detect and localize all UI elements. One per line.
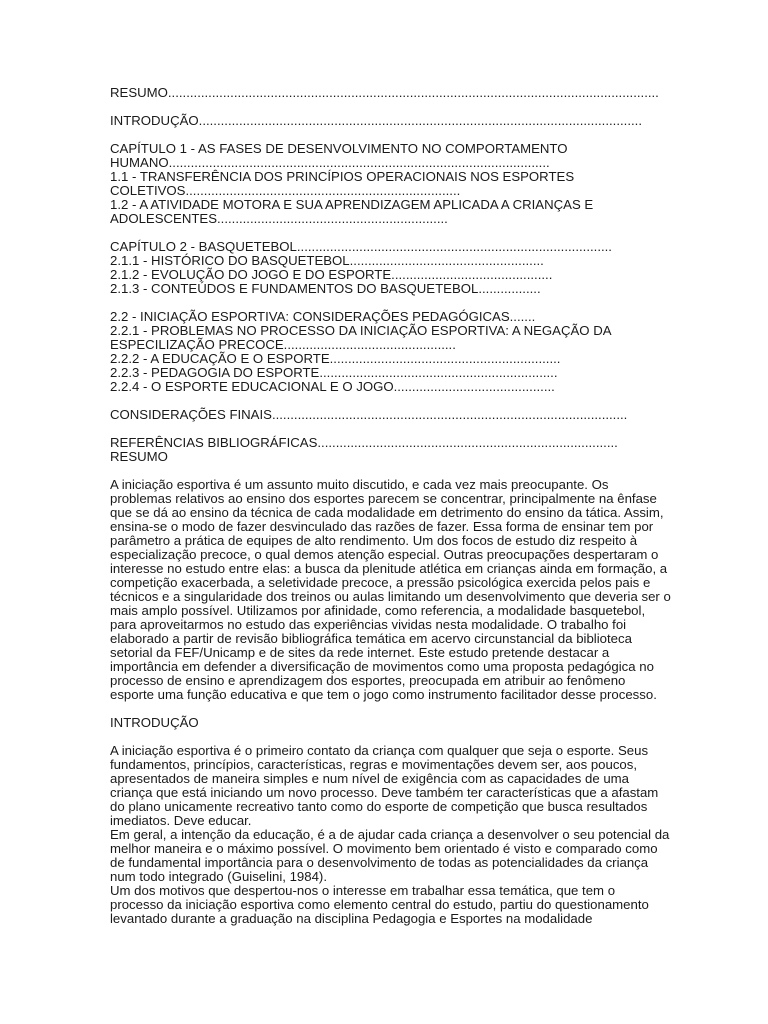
toc-entry-line: 1.2 - A ATIVIDADE MOTORA E SUA APRENDIZAGEM APLICADA A CRIANÇAS E bbox=[110, 197, 594, 212]
spacer bbox=[110, 730, 670, 744]
toc-entry-line: ESPECILIZAÇÃO PRECOCE............................................... bbox=[110, 337, 456, 352]
toc-spacer bbox=[110, 394, 670, 408]
toc-entry-line: CAPÍTULO 1 - AS FASES DE DESENVOLVIMENTO NO COMPORTAMENTO bbox=[110, 141, 568, 156]
toc-entry-line: CAPÍTULO 2 - BASQUETEBOL...................................................................................... bbox=[110, 239, 612, 254]
resumo-line: especialização precoce, o qual demos atenção especial. Outras preocupações despertaram o bbox=[110, 547, 659, 562]
spacer bbox=[110, 702, 670, 716]
toc-spacer bbox=[110, 128, 670, 142]
introducao-heading: INTRODUÇÃO bbox=[110, 715, 199, 730]
resumo-line: interesse no estudo entre elas: a busca da plenitude atlética em crianças ainda em formação, a bbox=[110, 561, 668, 576]
spacer bbox=[110, 464, 670, 478]
toc-entry-line: 1.1 - TRANSFERÊNCIA DOS PRINCÍPIOS OPERACIONAIS NOS ESPORTES bbox=[110, 169, 575, 184]
resumo-paragraph bbox=[110, 478, 670, 702]
introducao-line: num todo integrado (Guiselini, 1984). bbox=[110, 869, 327, 884]
resumo-line: processo de ensino e aprendizagem dos esportes, preocupada em atribuir ao fenômeno bbox=[110, 673, 626, 688]
toc-entry-line: 2.1.2 - EVOLUÇÃO DO JOGO E DO ESPORTE............................................ bbox=[110, 267, 553, 282]
resumo-line: técnicos e a singularidade dos treinos ou aulas limitando um desenvolvimento que deveria ser o bbox=[110, 589, 671, 604]
resumo-line: problemas relativos ao ensino dos esportes parecem se concentrar, principalmente na ênfase bbox=[110, 491, 657, 506]
table-of-contents bbox=[110, 86, 670, 464]
resumo-line: elaborado a partir de revisão bibliográfica temática em acervo circunstancial da biblioteca bbox=[110, 631, 632, 646]
resumo-line: para aproveitarmos no estudo das experiências vividas nesta modalidade. O trabalho foi bbox=[110, 617, 627, 632]
introducao-line: Em geral, a intenção da educação, é a de ajudar cada criança a desenvolver o seu potencial da bbox=[110, 827, 670, 842]
resumo-line: importância em defender a diversificação de movimentos como uma proposta pedagógica no bbox=[110, 659, 654, 674]
resumo-line: setorial da FEF/Unicamp e de sites da rede internet. Este estudo pretende destacar a bbox=[110, 645, 610, 660]
document-body bbox=[110, 86, 670, 926]
introducao-line: criança que está iniciando um novo processo. Deve também ter características que a afastam bbox=[110, 785, 659, 800]
introducao-line: do plano unicamente recreativo tanto como do esporte de competição que busca resultados bbox=[110, 799, 648, 814]
toc-entry-line: COLETIVOS........................................................................... bbox=[110, 183, 461, 198]
toc-entry-line: INTRODUÇÃO......................................................................................................................... bbox=[110, 113, 642, 128]
introducao-paragraph bbox=[110, 744, 670, 926]
toc-entry-line: RESUMO...................................................................................................................................... bbox=[110, 85, 659, 100]
toc-spacer bbox=[110, 296, 670, 310]
toc-entry-line: 2.2.3 - PEDAGOGIA DO ESPORTE................................................................. bbox=[110, 365, 558, 380]
introducao-line: A iniciação esportiva é o primeiro contato da criança com qualquer que seja o esporte. Seus bbox=[110, 743, 649, 758]
resumo-line: mais amplo possível. Utilizamos por afinidade, como referencia, a modalidade basquetebol, bbox=[110, 603, 646, 618]
introducao-line: Um dos motivos que despertou-nos o interesse em trabalhar essa temática, que tem o bbox=[110, 883, 616, 898]
toc-entry-line: 2.1.1 - HISTÓRICO DO BASQUETEBOL..................................................... bbox=[110, 253, 544, 268]
resumo-line: esporte uma função educativa e que tem o jogo como instrumento facilitador desse processo. bbox=[110, 687, 657, 702]
toc-entry-line: 2.2 - INICIAÇÃO ESPORTIVA: CONSIDERAÇÕES PEDAGÓGICAS....... bbox=[110, 309, 536, 324]
resumo-line: parâmetro a prática de equipes de alto rendimento. Um dos focos de estudo diz respeito à bbox=[110, 533, 638, 548]
resumo-line: competição exacerbada, a seletividade precoce, a pressão psicológica exercida pelos pais e bbox=[110, 575, 651, 590]
introducao-line: fundamentos, princípios, características, regras e movimentações devem ser, aos poucos, bbox=[110, 757, 638, 772]
toc-entry-line: RESUMO bbox=[110, 449, 168, 464]
introducao-line: imediatos. Deve educar. bbox=[110, 813, 252, 828]
introducao-line: levantado durante a graduação na disciplina Pedagogia e Esportes na modalidade bbox=[110, 911, 593, 926]
resumo-line: que se dá ao ensino da técnica de cada modalidade em detrimento do ensino da tática. Assim, bbox=[110, 505, 664, 520]
toc-spacer bbox=[110, 422, 670, 436]
introducao-line: melhor maneira e o máximo possível. O movimento bem orientado é visto e comparado como bbox=[110, 841, 658, 856]
toc-entry-line: CONSIDERAÇÕES FINAIS................................................................................................. bbox=[110, 407, 628, 422]
toc-entry-line: 2.2.4 - O ESPORTE EDUCACIONAL E O JOGO............................................ bbox=[110, 379, 555, 394]
introducao-line: apresentados de maneira simples e num nível de exigência com as capacidades de uma bbox=[110, 771, 630, 786]
toc-entry-line: 2.2.1 - PROBLEMAS NO PROCESSO DA INICIAÇÃO ESPORTIVA: A NEGAÇÃO DA bbox=[110, 323, 612, 338]
introducao-line: de fundamental importância para o desenvolvimento de todas as potencialidades da criança bbox=[110, 855, 649, 870]
introducao-line: processo da iniciação esportiva como elemento central do estudo, partiu do questionamento bbox=[110, 897, 649, 912]
toc-spacer bbox=[110, 100, 670, 114]
resumo-line: ensina-se o modo de fazer desvinculado das razões de fazer. Essa forma de ensinar tem por bbox=[110, 519, 654, 534]
toc-entry-line: 2.2.2 - A EDUCAÇÃO E O ESPORTE............................................................... bbox=[110, 351, 561, 366]
toc-entry-line: 2.1.3 - CONTEÚDOS E FUNDAMENTOS DO BASQUETEBOL................. bbox=[110, 281, 541, 296]
resumo-line: A iniciação esportiva é um assunto muito discutido, e cada vez mais preocupante. Os bbox=[110, 477, 609, 492]
toc-spacer bbox=[110, 226, 670, 240]
toc-entry-line: ADOLESCENTES............................................................... bbox=[110, 211, 448, 226]
toc-entry-line: HUMANO........................................................................................................ bbox=[110, 155, 550, 170]
toc-entry-line: REFERÊNCIAS BIBLIOGRÁFICAS.................................................................................. bbox=[110, 435, 618, 450]
